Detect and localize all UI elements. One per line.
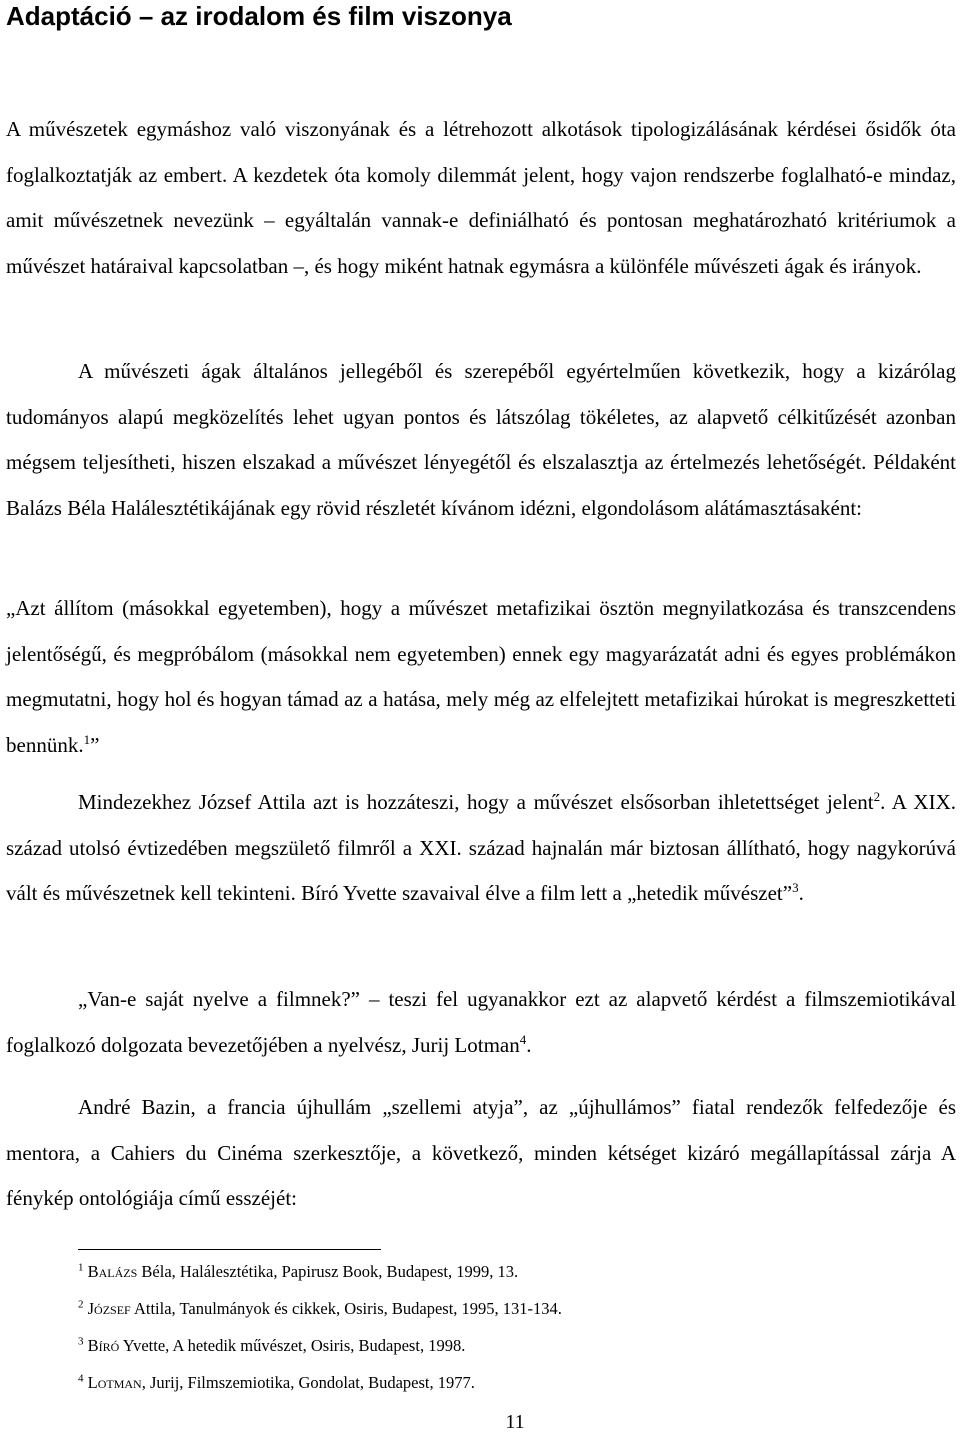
page-title: Adaptáció – az irodalom és film viszonya bbox=[6, 1, 512, 31]
footnote-ref-2[interactable]: 2 bbox=[873, 789, 881, 804]
paragraph-art-branches: A művészeti ágak általános jellegéből és szerepéből egyértelműen következik, hogy a kizárólag tudományos alapú megközelítés lehet ugyan pontos és látszólag tökéletes, az alapvető célkitűzését azonban mégsem teljesítheti, hiszen elszakad a művészet lényegétől és elszalasztja az értelmezés lehetőségét. Példaként Balázs Béla Halálesztétikájának egy rövid részletét kívánom idézni, elgondolásom alátámasztásaként: bbox=[6, 359, 956, 520]
block-quote bbox=[6, 586, 956, 768]
footnote-author: Lotman bbox=[87, 1373, 142, 1392]
footnote-3 bbox=[78, 1336, 465, 1356]
footnote-1 bbox=[78, 1262, 518, 1282]
paragraph-text: . A XIX. század utolsó évtizedében megszülető filmről a XXI. század hajnalán már biztosan állítható, hogy nagykorúvá vált és művészetnek kell tekinteni. Bíró Yvette szavaival élve a film lett a „hetedik művészet” bbox=[6, 790, 956, 905]
footnote-author: Balázs bbox=[87, 1262, 138, 1281]
footnote-separator bbox=[78, 1249, 381, 1250]
footnote-author: József bbox=[87, 1299, 131, 1318]
paragraph-text: Mindezekhez József Attila azt is hozzáteszi, hogy a művészet elsősorban ihletettséget jelent bbox=[78, 790, 874, 814]
paragraph-seventh-art bbox=[6, 780, 956, 917]
footnote-ref-1[interactable]: 1 bbox=[83, 731, 91, 747]
footnote-text: , Jurij, Filmszemiotika, Gondolat, Budapest, 1977. bbox=[141, 1373, 475, 1392]
footnote-text: Béla, Halálesztétika, Papirusz Book, Budapest, 1999, 13. bbox=[137, 1262, 519, 1281]
paragraph-lotman bbox=[6, 977, 956, 1068]
footnote-number: 1 bbox=[78, 1261, 84, 1274]
paragraph-text: . bbox=[798, 881, 804, 905]
footnote-ref-4[interactable]: 4 bbox=[519, 1031, 527, 1047]
footnote-author: Bíró bbox=[87, 1336, 120, 1355]
footnote-number: 4 bbox=[78, 1372, 84, 1385]
quote-text: „Azt állítom (másokkal egyetemben), hogy a művészet metafizikai ösztön megnyilatkozása és transzcendens jelentőségű, és megpróbálom (másokkal nem egyetemben) ennek egy magyarázatát adni és egyes problémákon megmutatni, hogy hol és hogyan támad az a hatása, mely még az elfelejtett metafizikai húrokat is megreszketteti bennünk. bbox=[6, 596, 956, 757]
page-number: 11 bbox=[505, 1411, 525, 1433]
footnote-number: 3 bbox=[78, 1335, 84, 1348]
footnote-2 bbox=[78, 1299, 562, 1319]
paragraph-bazin: André Bazin, a francia újhullám „szellemi atyja”, az „újhullámos” fiatal rendezők felfedezője és mentora, a Cahiers du Cinéma szerkesztője, a következő, minden kétséget kizáró megállapítással zárja A fénykép ontológiája című esszéjét: bbox=[6, 1095, 956, 1210]
footnote-number: 2 bbox=[78, 1298, 84, 1311]
footnote-ref-3[interactable]: 3 bbox=[792, 880, 799, 895]
footnote-text: Attila, Tanulmányok és cikkek, Osiris, Budapest, 1995, 131-134. bbox=[130, 1299, 562, 1318]
paragraph-intro: A művészetek egymáshoz való viszonyának és a létrehozott alkotások tipologizálásának kérdései ősidők óta foglalkoztatják az embert. A kezdetek óta komoly dilemmát jelent, hogy vajon rendszerbe foglalható-e mindaz, amit művészetnek nevezünk – egyáltalán vannak-e definiálható és pontosan meghatározható kritériumok a művészet határaival kapcsolatban –, és hogy miként hatnak egymásra a különféle művészeti ágak és irányok. bbox=[6, 117, 956, 278]
paragraph-text: . bbox=[526, 1032, 532, 1057]
footnote-4 bbox=[78, 1373, 475, 1393]
quote-close-mark: ” bbox=[90, 732, 100, 757]
footnote-text: Yvette, A hetedik művészet, Osiris, Budapest, 1998. bbox=[119, 1336, 466, 1355]
paragraph-text: „Van-e saját nyelve a filmnek?” – teszi fel ugyanakkor ezt az alapvető kérdést a filmszemiotikával foglalkozó dolgozata bevezetőjében a nyelvész, Jurij Lotman bbox=[6, 987, 956, 1057]
